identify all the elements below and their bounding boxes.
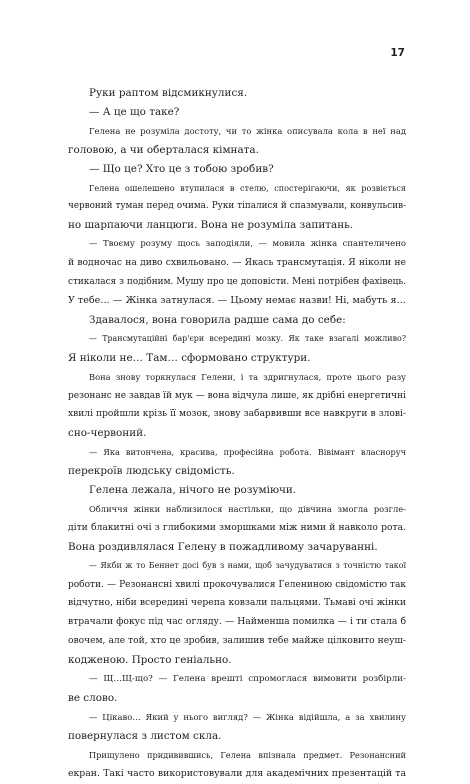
text-line: — Щ…Щ-що? — Гелена врешті спромоглася вимовити розбірли-	[89, 674, 406, 685]
page-number: 17	[390, 47, 405, 59]
text-line: У тебе… — Жінка затнулася. — Цьому немає назви! Ні, мабуть я…	[68, 294, 406, 306]
text-line: й водночас на диво схвильовано. — Якась трансмутація. Я ніколи не	[68, 257, 406, 269]
text-line: — Твоєму розуму щось заподіяли, — мовила жінка спантеличено	[89, 239, 406, 250]
text-line: діти блакитні очі з глибокими зморшками між ними й навколо рота.	[68, 521, 406, 533]
text-line: — Трансмутаційні бар'єри всередині мозку. Як таке взагалі можливо?	[89, 333, 406, 343]
text-line: сно-червоний.	[68, 427, 147, 440]
text-line: роботи. — Резонансні хвилі прокочувалися Гелениною свідомістю так	[68, 579, 406, 590]
text-line: но шарпаючи ланцюги. Вона не розуміла запитань.	[68, 219, 354, 232]
text-line: Руки раптом відсмикнулися.	[89, 87, 248, 99]
text-line: кодженою. Просто геніально.	[68, 654, 232, 667]
text-line: червоний туман перед очима. Руки тіпалися й спазмували, конвульсив-	[68, 201, 406, 212]
text-line: Гелена ошелешено втупилася в стелю, спостерігаючи, як розвіється	[89, 182, 406, 193]
text-line: резонанс не завдав їй мук — вона відчула лише, як дрібні енергетичні	[68, 390, 406, 401]
text-line: Вона роздивлялася Гелену в пожадливому зачаруванні.	[68, 540, 378, 553]
text-line: Гелена лежала, нічого не розуміючи.	[89, 484, 297, 497]
text-line: — А це що таке?	[89, 105, 180, 118]
text-line: стикалася з подібним. Мушу про це доповісти. Мені потрібен фахівець.	[68, 277, 406, 288]
text-line: — Яка витончена, красива, професійна робота. Вівімант власноруч	[89, 447, 406, 458]
text-line: повернулася з листом скла.	[68, 729, 222, 742]
text-line: Я ніколи не… Там… сформовано структури.	[68, 351, 311, 364]
text-line: Обличчя жінки наблизилося настільки, що дівчина змогла розгле-	[89, 503, 406, 514]
text-line: перекроїв людську свідомість.	[68, 465, 235, 478]
text-line: — Що це? Хто це з тобою зробив?	[89, 162, 274, 175]
text-line: Вона знову торкнулася Гелени, і та здригнулася, проте цього разу	[89, 371, 406, 382]
text-line: головою, а чи оберталася кімната.	[68, 143, 259, 156]
body-text	[68, 84, 406, 784]
text-line: хвилі пройшли крізь її мозок, знову забарвивши все навкруги в злові-	[68, 409, 406, 420]
text-line: овочем, але той, хто це зробив, залишив тебе майже цілковито неуш-	[68, 636, 406, 647]
text-line: ве слово.	[68, 692, 118, 704]
text-line: екран. Такі часто використовували для академічних презентацій та	[68, 767, 406, 779]
text-line: Прищулено придивившись, Гелена впізнала предмет. Резонансний	[89, 749, 406, 760]
text-line: Здавалося, вона говорила радше сама до себе:	[89, 313, 346, 326]
text-line: втрачали фокус під час огляду. — Найменша помилка — і ти стала б	[68, 616, 406, 628]
text-line: відчутно, ніби всередині черепа ковзали пальцями. Тьмаві очі жінки	[68, 597, 406, 609]
text-line: — Якби ж то Беннет досі був з нами, щоб зачудуватися з точністю такої	[89, 560, 406, 570]
text-line: Гелена не розуміла достоту, чи то жінка описувала кола в неї над	[89, 125, 406, 136]
text-line: — Цікаво… Який у нього вигляд? — Жінка відійшла, а за хвилину	[89, 711, 406, 722]
